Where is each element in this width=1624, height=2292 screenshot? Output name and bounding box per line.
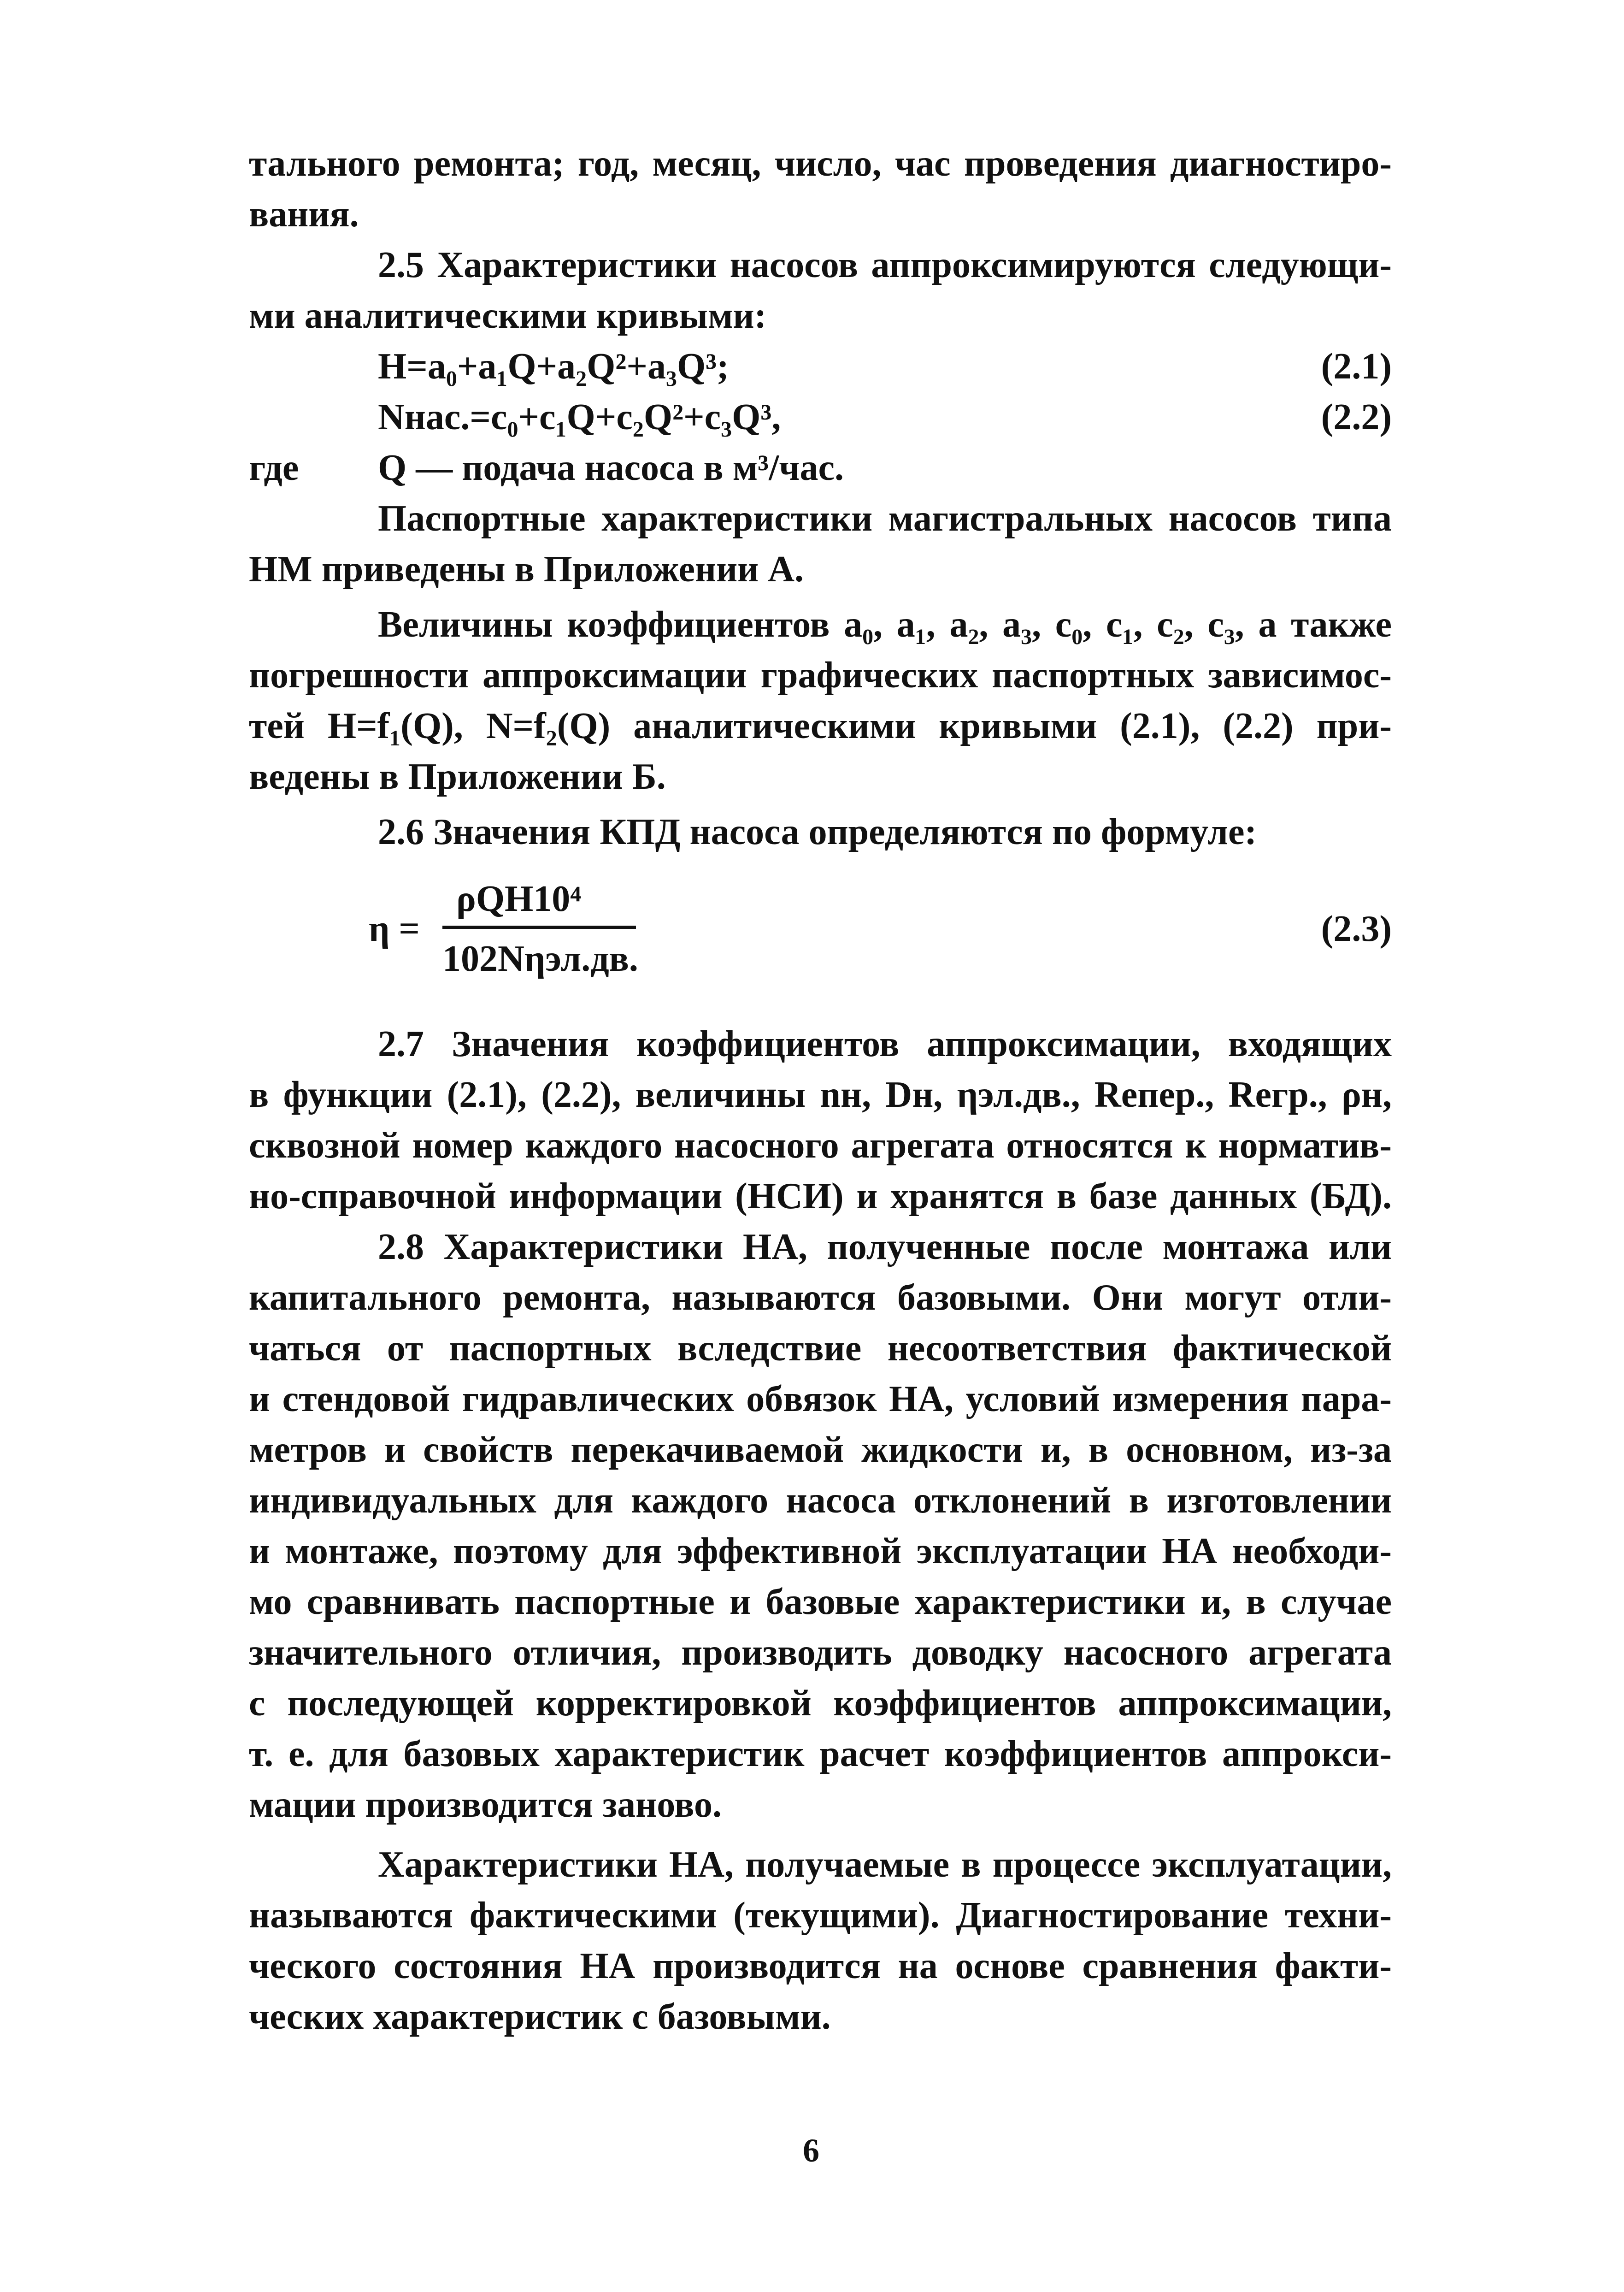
fraction-bar bbox=[442, 926, 636, 929]
text-line: ческого состояния НА производится на основе сравнения факти- bbox=[249, 1946, 1392, 1986]
text-line: с последующей корректировкой коэффициентов аппроксимации, bbox=[249, 1683, 1392, 1724]
formula-2-2: Nнас.=c₀+c₁Q+c₂Q²+c₃Q³, bbox=[378, 397, 781, 437]
where-definition: Q — подача насоса в м³/час. bbox=[378, 448, 844, 488]
formula-number-2-3: (2.3) bbox=[1321, 909, 1392, 949]
text-line: НМ приведены в Приложении А. bbox=[249, 549, 804, 590]
text-line: метров и свойств перекачиваемой жидкости и, в основном, из-за bbox=[249, 1430, 1392, 1470]
text-line: в функции (2.1), (2.2), величины nн, Dн, ηэл.дв., Reпер., Reгр., ρн, bbox=[249, 1075, 1392, 1115]
text-line: вания. bbox=[249, 194, 359, 235]
text-line: мо сравнивать паспортные и базовые характеристики и, в случае bbox=[249, 1582, 1392, 1622]
text-line: ческих характеристик с базовыми. bbox=[249, 1997, 831, 2037]
text-line: сквозной номер каждого насосного агрегата относятся к норматив- bbox=[249, 1125, 1392, 1166]
formula-number-2-2: (2.2) bbox=[1321, 397, 1392, 437]
text-line: погрешности аппроксимации графических паспортных зависимос- bbox=[249, 655, 1392, 696]
section-2-7-heading: 2.7 Значения коэффициентов аппроксимации, входящих bbox=[378, 1024, 1392, 1064]
text-line: но-справочной информации (НСИ) и хранятся в базе данных (БД). bbox=[249, 1176, 1392, 1217]
formula-2-3-numerator: ρQH10⁴ bbox=[456, 879, 582, 919]
formula-2-1: H=a₀+a₁Q+a₂Q²+a₃Q³; bbox=[378, 346, 729, 387]
text-line: Характеристики НА, получаемые в процессе эксплуатации, bbox=[378, 1844, 1392, 1885]
section-2-8-heading: 2.8 Характеристики НА, полученные после монтажа или bbox=[378, 1227, 1392, 1267]
text-line: и стендовой гидравлических обвязок НА, условий измерения пара- bbox=[249, 1379, 1392, 1419]
text-line: ми аналитическими кривыми: bbox=[249, 295, 767, 336]
section-2-5-heading: 2.5 Характеристики насосов аппроксимируются следующи- bbox=[378, 245, 1392, 285]
formula-2-3-lhs: η = bbox=[369, 909, 420, 949]
text-line: капитального ремонта, называются базовыми. Они могут отли- bbox=[249, 1277, 1392, 1318]
text-line: т. е. для базовых характеристик расчет коэффициентов аппрокси- bbox=[249, 1734, 1392, 1774]
page-number: 6 bbox=[803, 2132, 819, 2169]
text-line: и монтаже, поэтому для эффективной эксплуатации НА необходи- bbox=[249, 1531, 1392, 1571]
text-line: значительного отличия, производить доводку насосного агрегата bbox=[249, 1632, 1392, 1673]
text-line: Величины коэффициентов a₀, a₁, a₂, a₃, c₀, c₁, c₂, c₃, а также bbox=[378, 604, 1392, 645]
text-line: тей H=f₁(Q), N=f₂(Q) аналитическими кривыми (2.1), (2.2) при- bbox=[249, 706, 1392, 746]
text-line: индивидуальных для каждого насоса отклонений в изготовлении bbox=[249, 1480, 1392, 1521]
text-line: называются фактическими (текущими). Диагностирование техни- bbox=[249, 1895, 1392, 1936]
formula-2-3-denominator: 102Nηэл.дв. bbox=[442, 939, 638, 979]
where-label: где bbox=[249, 448, 299, 488]
text-line: Паспортные характеристики магистральных насосов типа bbox=[378, 498, 1392, 539]
formula-number-2-1: (2.1) bbox=[1321, 346, 1392, 387]
section-2-6-heading: 2.6 Значения КПД насоса определяются по формуле: bbox=[378, 812, 1257, 852]
text-line: мации производится заново. bbox=[249, 1784, 722, 1825]
text-line: ведены в Приложении Б. bbox=[249, 756, 666, 797]
text-line: тального ремонта; год, месяц, число, час проведения диагностиро- bbox=[249, 143, 1392, 184]
text-line: чаться от паспортных вследствие несоответствия фактической bbox=[249, 1328, 1392, 1369]
